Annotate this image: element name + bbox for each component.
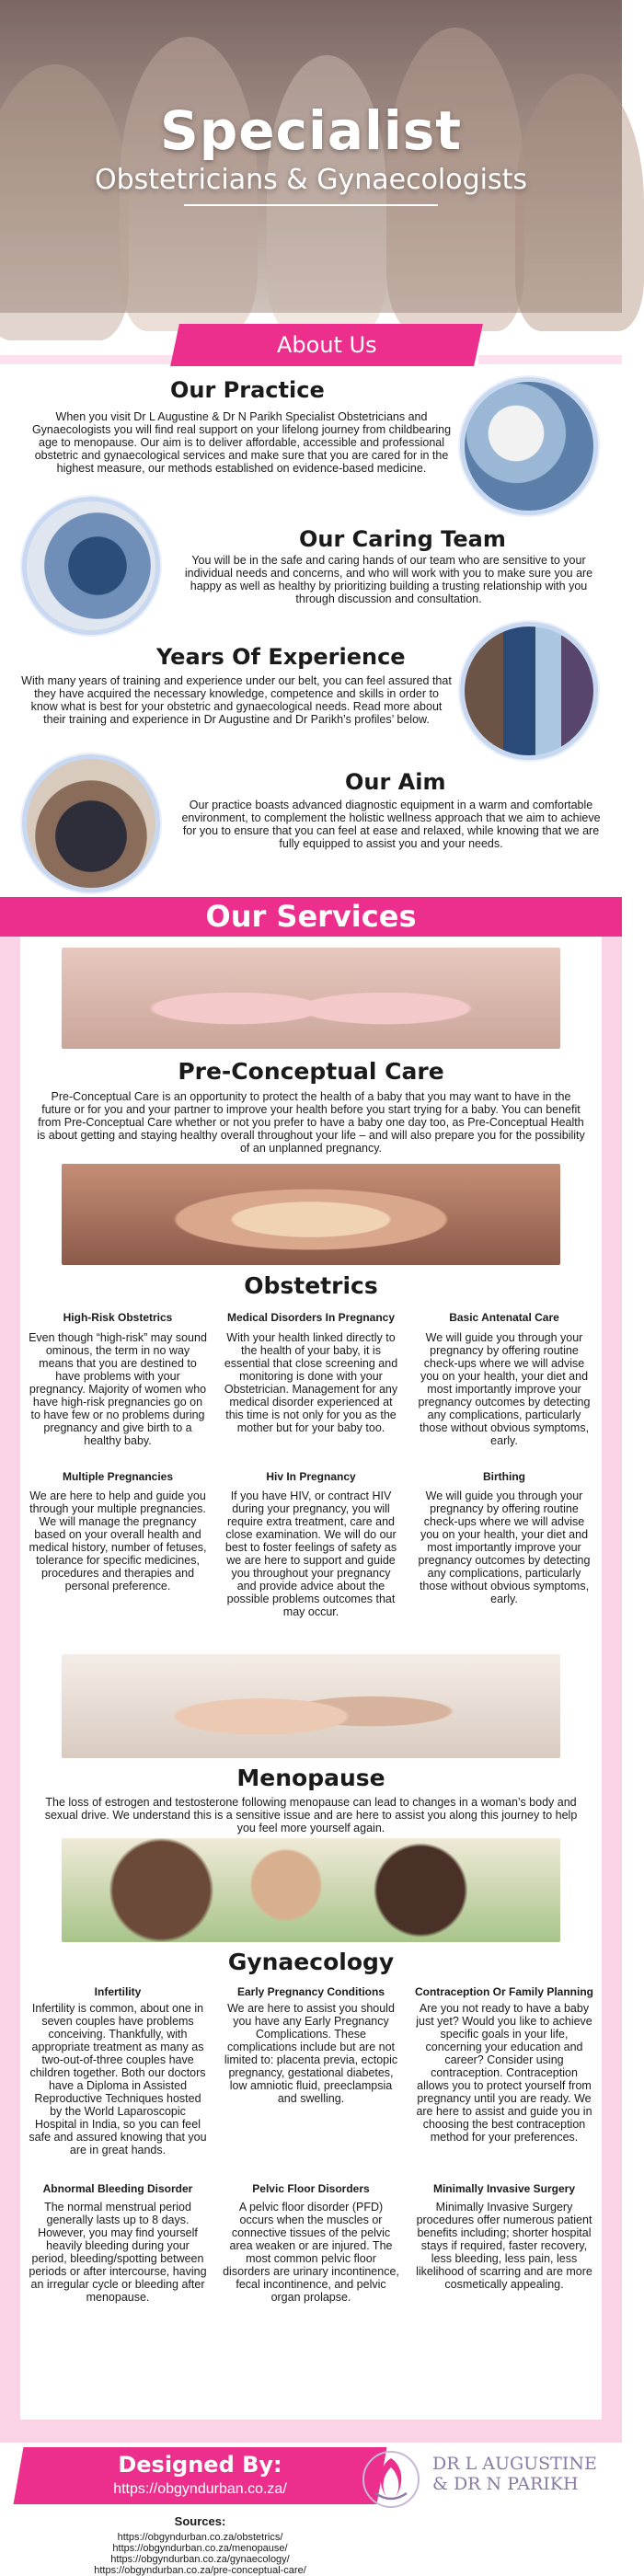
obstetrics-photo — [62, 1164, 560, 1265]
gynaecology-item-title: Minimally Invasive Surgery — [432, 2182, 576, 2195]
gynaecology-item-title: Pelvic Floor Disorders — [252, 2182, 370, 2195]
team-heading: Our Caring Team — [299, 526, 506, 552]
gynaecology-item-text: We are here to assist you should you have any Early Pregnancy Complications. These complications include but are not limited to: placenta previa, ectopic pregnancy, gestational diabetes, low amniotic fluid, preeclampsia and swelling. — [224, 2002, 398, 2105]
logo-wordmark — [432, 2454, 616, 2494]
gynaecology-heading: Gynaecology — [227, 1949, 395, 1975]
source-link[interactable]: https://obgyndurban.co.za/gynaecology/ — [110, 2554, 290, 2565]
practice-text: When you visit Dr L Augustine & Dr N Parikh Specialist Obstetricians and Gynaecologists you will find real support on your lifelong journey from childbearing age to menopause. Our aim is to deliver affordable, accessible and professional obstetric and gynaecological services and make sure that you are cared for in the highest measure, our methods established on evidence-based medicine. — [31, 410, 452, 475]
logo-line-2: & DR N PARIKH — [432, 2474, 579, 2494]
hero-banner — [0, 0, 622, 313]
gynaecology-item-title: Infertility — [94, 1985, 142, 1998]
gynaecology-photo — [62, 1838, 560, 1942]
obstetrics-item-text: We will guide you through your pregnancy by offering routine check-ups where we will advise you on your health, your diet and most importantly improve your pregnancy outcomes by detecting any complications, particularly those without obvious symptoms, early. — [418, 1489, 591, 1605]
doctors-photo — [460, 622, 598, 760]
source-link[interactable]: https://obgyndurban.co.za/menopause/ — [112, 2543, 288, 2554]
obstetrics-item-title: High-Risk Obstetrics — [63, 1311, 173, 1324]
hero-subtitle: Obstetricians & Gynaecologists — [94, 164, 528, 196]
aim-photo — [22, 754, 160, 892]
gynaecology-item-text: Are you not ready to have a baby just yet? Would you like to achieve specific goals in your life, concerning your education and career? Consider using contraception. Contraception allows you to protect yourself from pregnancy until you are ready. We are here to assist and guide you in choosing the best contraception method for your preferences. — [416, 2002, 592, 2144]
team-text: You will be in the safe and caring hands of our team who are sensitive to your individual needs and concerns, and who will work with you to make sure you are happy as well as healthy by prioritizing building a trusting relationship with you through discussion and consultation. — [184, 554, 593, 605]
about-ribbon-left — [0, 355, 175, 364]
obstetrics-item-title: Hiv In Pregnancy — [266, 1470, 356, 1483]
aim-text: Our practice boasts advanced diagnostic equipment in a warm and comfortable environment, to complement the holistic wellness approach that we aim to achieve for you to ensure that you can feel at ease and relaxed, while knowing that we are fully equipped to assist you and your needs. — [181, 799, 601, 850]
logo-line-1: DR L AUGUSTINE — [432, 2454, 597, 2474]
preconceptual-heading: Pre-Conceptual Care — [178, 1058, 444, 1085]
gynaecology-item-text: A pelvic floor disorder (PFD) occurs when the muscles or connective tissues of the pelvic area weaken or are injured. The most common pelvic floor disorders are urinary incontinence, fecal incontinence, and pelvic organ prolapse. — [223, 2201, 399, 2304]
about-banner — [170, 324, 483, 366]
practice-heading: Our Practice — [170, 377, 325, 403]
obstetrics-item-text: We are here to help and guide you through your multiple pregnancies. We will manage the pregnancy based on your overall health and medical history, number of fetuses, tolerance for specific medicines, procedures and therapies and personal preference. — [29, 1489, 207, 1593]
designed-by-link[interactable]: https://obgyndurban.co.za/ — [113, 2481, 287, 2497]
team-photo — [22, 497, 160, 635]
menopause-photo — [62, 1654, 560, 1758]
obstetrics-heading: Obstetrics — [244, 1272, 378, 1299]
aim-heading: Our Aim — [345, 769, 446, 795]
sources-heading: Sources: — [174, 2514, 226, 2528]
gynaecology-item-title: Early Pregnancy Conditions — [236, 1985, 385, 1998]
obstetrics-item-title: Birthing — [483, 1470, 525, 1483]
about-ribbon-right — [478, 355, 622, 364]
obstetrics-item-title: Medical Disorders In Pregnancy — [226, 1311, 396, 1324]
obstetrics-item-text: Even though “high-risk” may sound ominous, the term in no way means that you are destined to have problems with your pregnancy. Majority of women who have high-risk pregnancies go on to have few or no problems during pregnancy and give birth to a healthy baby. — [29, 1331, 207, 1447]
hero-title: Specialist — [159, 99, 463, 162]
gynaecology-item-text: Minimally Invasive Surgery procedures offer numerous patient benefits including; shorter hospital stays if required, faster recovery, less bleeding, less pain, less likelihood of scarring and are more cosmetically appealing. — [416, 2201, 592, 2291]
experience-heading: Years Of Experience — [156, 644, 406, 670]
obstetrics-item-title: Basic Antenatal Care — [449, 1311, 559, 1324]
menopause-heading: Menopause — [236, 1765, 385, 1791]
obstetrics-item-title: Multiple Pregnancies — [62, 1470, 174, 1483]
preconceptual-photo — [62, 948, 560, 1049]
gynaecology-item-title: Abnormal Bleeding Disorder — [42, 2182, 193, 2195]
gynaecology-item-text: Infertility is common, about one in seven couples have problems conceiving. Thankfully, with appropriate treatment as many as two-out-of-three couples have children together. Both our doctors have a Diploma in Assisted Reproductive Techniques hosted by the World Laparoscopic Hospital in India, so you can feel safe and assured knowing that you are in great hands. — [29, 2002, 207, 2156]
source-link[interactable]: https://obgyndurban.co.za/pre-conceptual-care/ — [94, 2565, 306, 2576]
practice-photo — [460, 377, 598, 515]
practice-logo-icon — [359, 2447, 423, 2512]
experience-text: With many years of training and experience under our belt, you can feel assured that they have acquired the necessary knowledge, competence and skills in order to know what is best for your obstetric and gynaecological needs. Read more about their training and experience in Dr Augustine and Dr Parikh’s profiles’ below. — [21, 674, 452, 726]
preconceptual-text: Pre-Conceptual Care is an opportunity to protect the health of a baby that you may want to have in the future or for you and your partner to improve your health before you start trying for a baby. You can benefit from Pre-Conceptual Care whether or not you prefer to have a baby one day too, as Pre-Conceptual Health is about getting and staying healthy overall throughout your life – and will also prepare you for the possibility of an unplanned pregnancy. — [37, 1090, 585, 1155]
menopause-text: The loss of estrogen and testosterone following menopause can lead to changes in a woman’s body and sexual drive. We understand this is a sensitive issue and are here to assist you along this journey to help you feel more yourself again. — [44, 1796, 578, 1834]
gynaecology-item-title: Contraception Or Family Planning — [414, 1985, 594, 1998]
services-banner: Our Services — [0, 897, 622, 937]
obstetrics-item-text: With your health linked directly to the health of your baby, it is essential that close screening and monitoring is done with your Obstetrician. Management for any medical disorder experienced at this time is not only for you as the mother but for your baby too. — [224, 1331, 398, 1434]
gynaecology-item-text: The normal menstrual period generally lasts up to 8 days. However, you may find yourself heavily bleeding during your period, bleeding/spotting between periods or after intercourse, having an irregular cycle or bleeding after menopause. — [29, 2201, 207, 2304]
about-banner-label: About Us — [276, 332, 377, 358]
obstetrics-item-text: We will guide you through your pregnancy by offering routine check-ups where we will advise you on your health, your diet and most importantly improve your pregnancy outcomes by detecting any complications, particularly those without obvious symptoms, early. — [418, 1331, 591, 1447]
source-link[interactable]: https://obgyndurban.co.za/obstetrics/ — [117, 2532, 283, 2543]
obstetrics-item-text: If you have HIV, or contract HIV during your pregnancy, you will require extra treatment, care and close examination. We will do our best to foster feelings of safety as we are here to support and guide you throughout your pregnancy and provide advice about the possible problems outcomes that may occur. — [224, 1489, 397, 1618]
designed-by-label: Designed By: — [118, 2452, 282, 2478]
hero-divider — [184, 204, 438, 206]
